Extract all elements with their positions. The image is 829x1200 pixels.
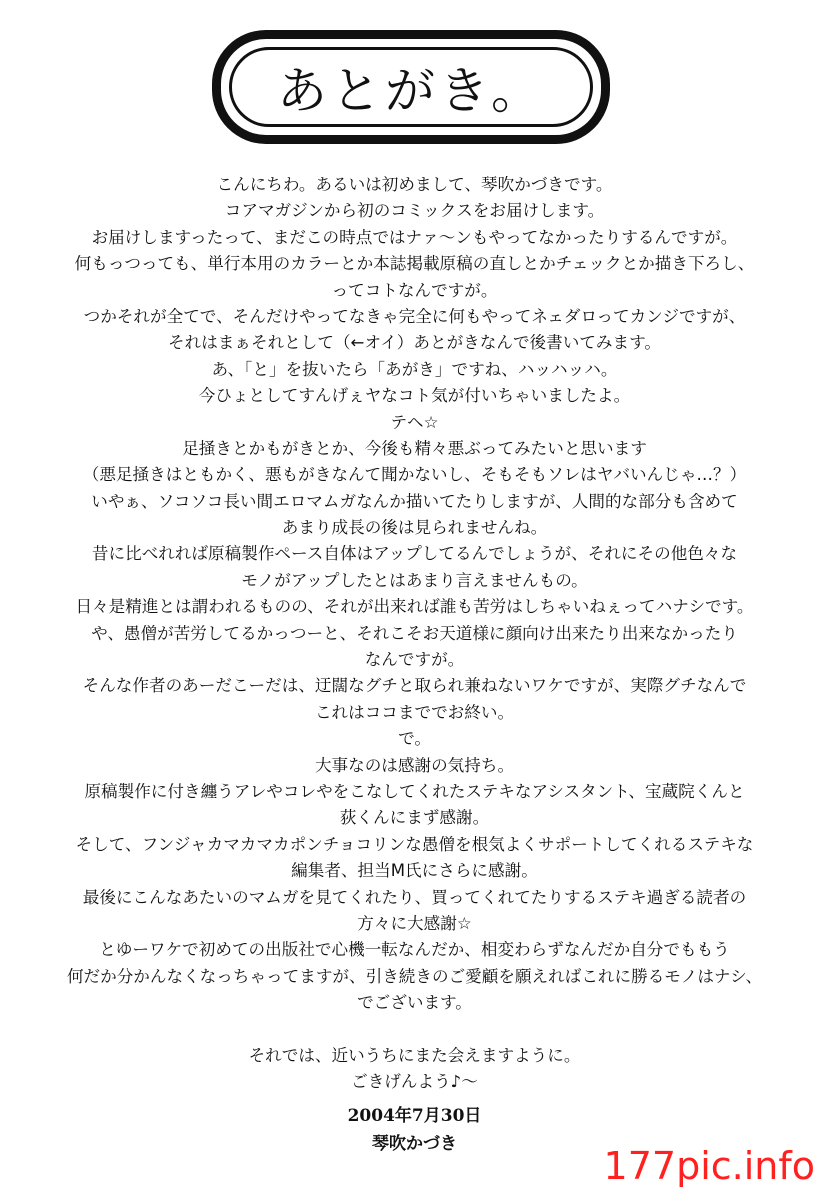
body-line: 方々に大感謝☆ (357, 913, 472, 933)
body-line: 何もっつっても、単行本用のカラーとか本誌掲載原稿の直しとかチェックとか描き下ろし、 (74, 254, 755, 274)
body-line: 荻くんにまず感謝。 (339, 808, 490, 828)
body-line: これはココまででお終い。 (314, 702, 515, 722)
body-line: なんですが。 (364, 650, 465, 670)
body-line: とゆーワケで初めての出版社で心機一転なんだか、相変わらずなんだか自分でももう (99, 940, 730, 960)
closing-line: ごきげんよう♪～ (351, 1072, 478, 1092)
body-line: お届けしますったって、まだこの時点ではナァ～ンもやってなかったりするんですが。 (91, 227, 738, 247)
body-line: そして、フンジャカマカマカポンチョコリンな愚僧を根気よくサポートしてくれるステキな (75, 834, 754, 854)
signature-date: 2004年7月30日 (347, 1106, 482, 1126)
site-watermark: 177pic.info (603, 1144, 815, 1188)
afterword-body (0, 172, 829, 1096)
body-line: こんにちわ。あるいは初めまして、琴吹かづきです。 (216, 175, 613, 194)
signature-author: 琴吹かづき (372, 1134, 457, 1154)
body-line: あまり成長の後は見られませんね。 (281, 518, 548, 538)
title-frame (212, 30, 610, 144)
body-line: ってコトなんですが。 (331, 280, 498, 300)
body-line: で。 (398, 729, 431, 749)
closing-line: それでは、近いうちにまた会えますように。 (248, 1045, 581, 1065)
page-title: あとがき。 (277, 62, 545, 120)
body-line: いやぁ、ソコソコ長い間エロマムガなんか描いてたりしますが、人間的な部分も含めて (91, 491, 738, 511)
body-line: それはまぁそれとして（←オイ）あとがきなんで後書いてみます。 (168, 333, 661, 353)
body-line: テヘ☆ (390, 412, 439, 432)
paragraph-spacer (0, 1017, 829, 1043)
body-line: つかそれが全てで、そんだけやってなきゃ完全に何もやってネェダロってカンジですが、 (83, 306, 746, 326)
body-line: そんな作者のあーだこーだは、迂闊なグチと取られ兼ねないワケですが、実際グチなんで (82, 676, 747, 696)
body-line: 何だか分かんなくなっちゃってますが、引き続きのご愛顧を願えればこれに勝るモノはナシ、 (66, 966, 763, 986)
title-inner-frame (229, 47, 593, 127)
body-line: 編集者、担当M氏にさらに感謝。 (291, 861, 538, 881)
body-line: 昔に比べれれば原稿製作ペース自体はアップしてるんでしょうが、それにその他色々な (91, 544, 738, 564)
body-line: 原稿製作に付き纏うアレやコレやをこなしてくれたステキなアシスタント、宝蔵院くんと (84, 781, 745, 801)
body-line: 足掻きとかもがきとか、今後も精々悪ぶってみたいと思います (182, 438, 647, 458)
body-line: コアマガジンから初のコミックスをお届けします。 (224, 201, 605, 221)
body-line: 大事なのは感謝の気持ち。 (314, 755, 515, 775)
body-line: 今ひょとしてすんげぇヤなコト気が付いちゃいましたよ。 (198, 386, 631, 406)
body-line: でございます。 (357, 993, 472, 1013)
body-line: 日々是精進とは謂われるものの、それが出来れば誰も苦労はしちゃいねぇってハナシです。 (75, 597, 754, 617)
body-line: （悪足掻きはともかく、悪もがきなんて聞かないし、そもそもソレはヤバいんじゃ…？） (82, 465, 747, 485)
body-line: モノがアップしたとはあまり言えませんもの。 (241, 570, 588, 590)
body-line: や、愚僧が苦労してるかっつーと、それこそお天道様に顔向け出来たり出来なかったり (91, 623, 738, 643)
body-line: あ、「と」を抜いたら「あがき」ですね、ハッハッハ。 (211, 359, 618, 379)
body-line: 最後にこんなあたいのマムガを見てくれたり、買ってくれてたりするステキ過ぎる読者の (82, 887, 747, 907)
